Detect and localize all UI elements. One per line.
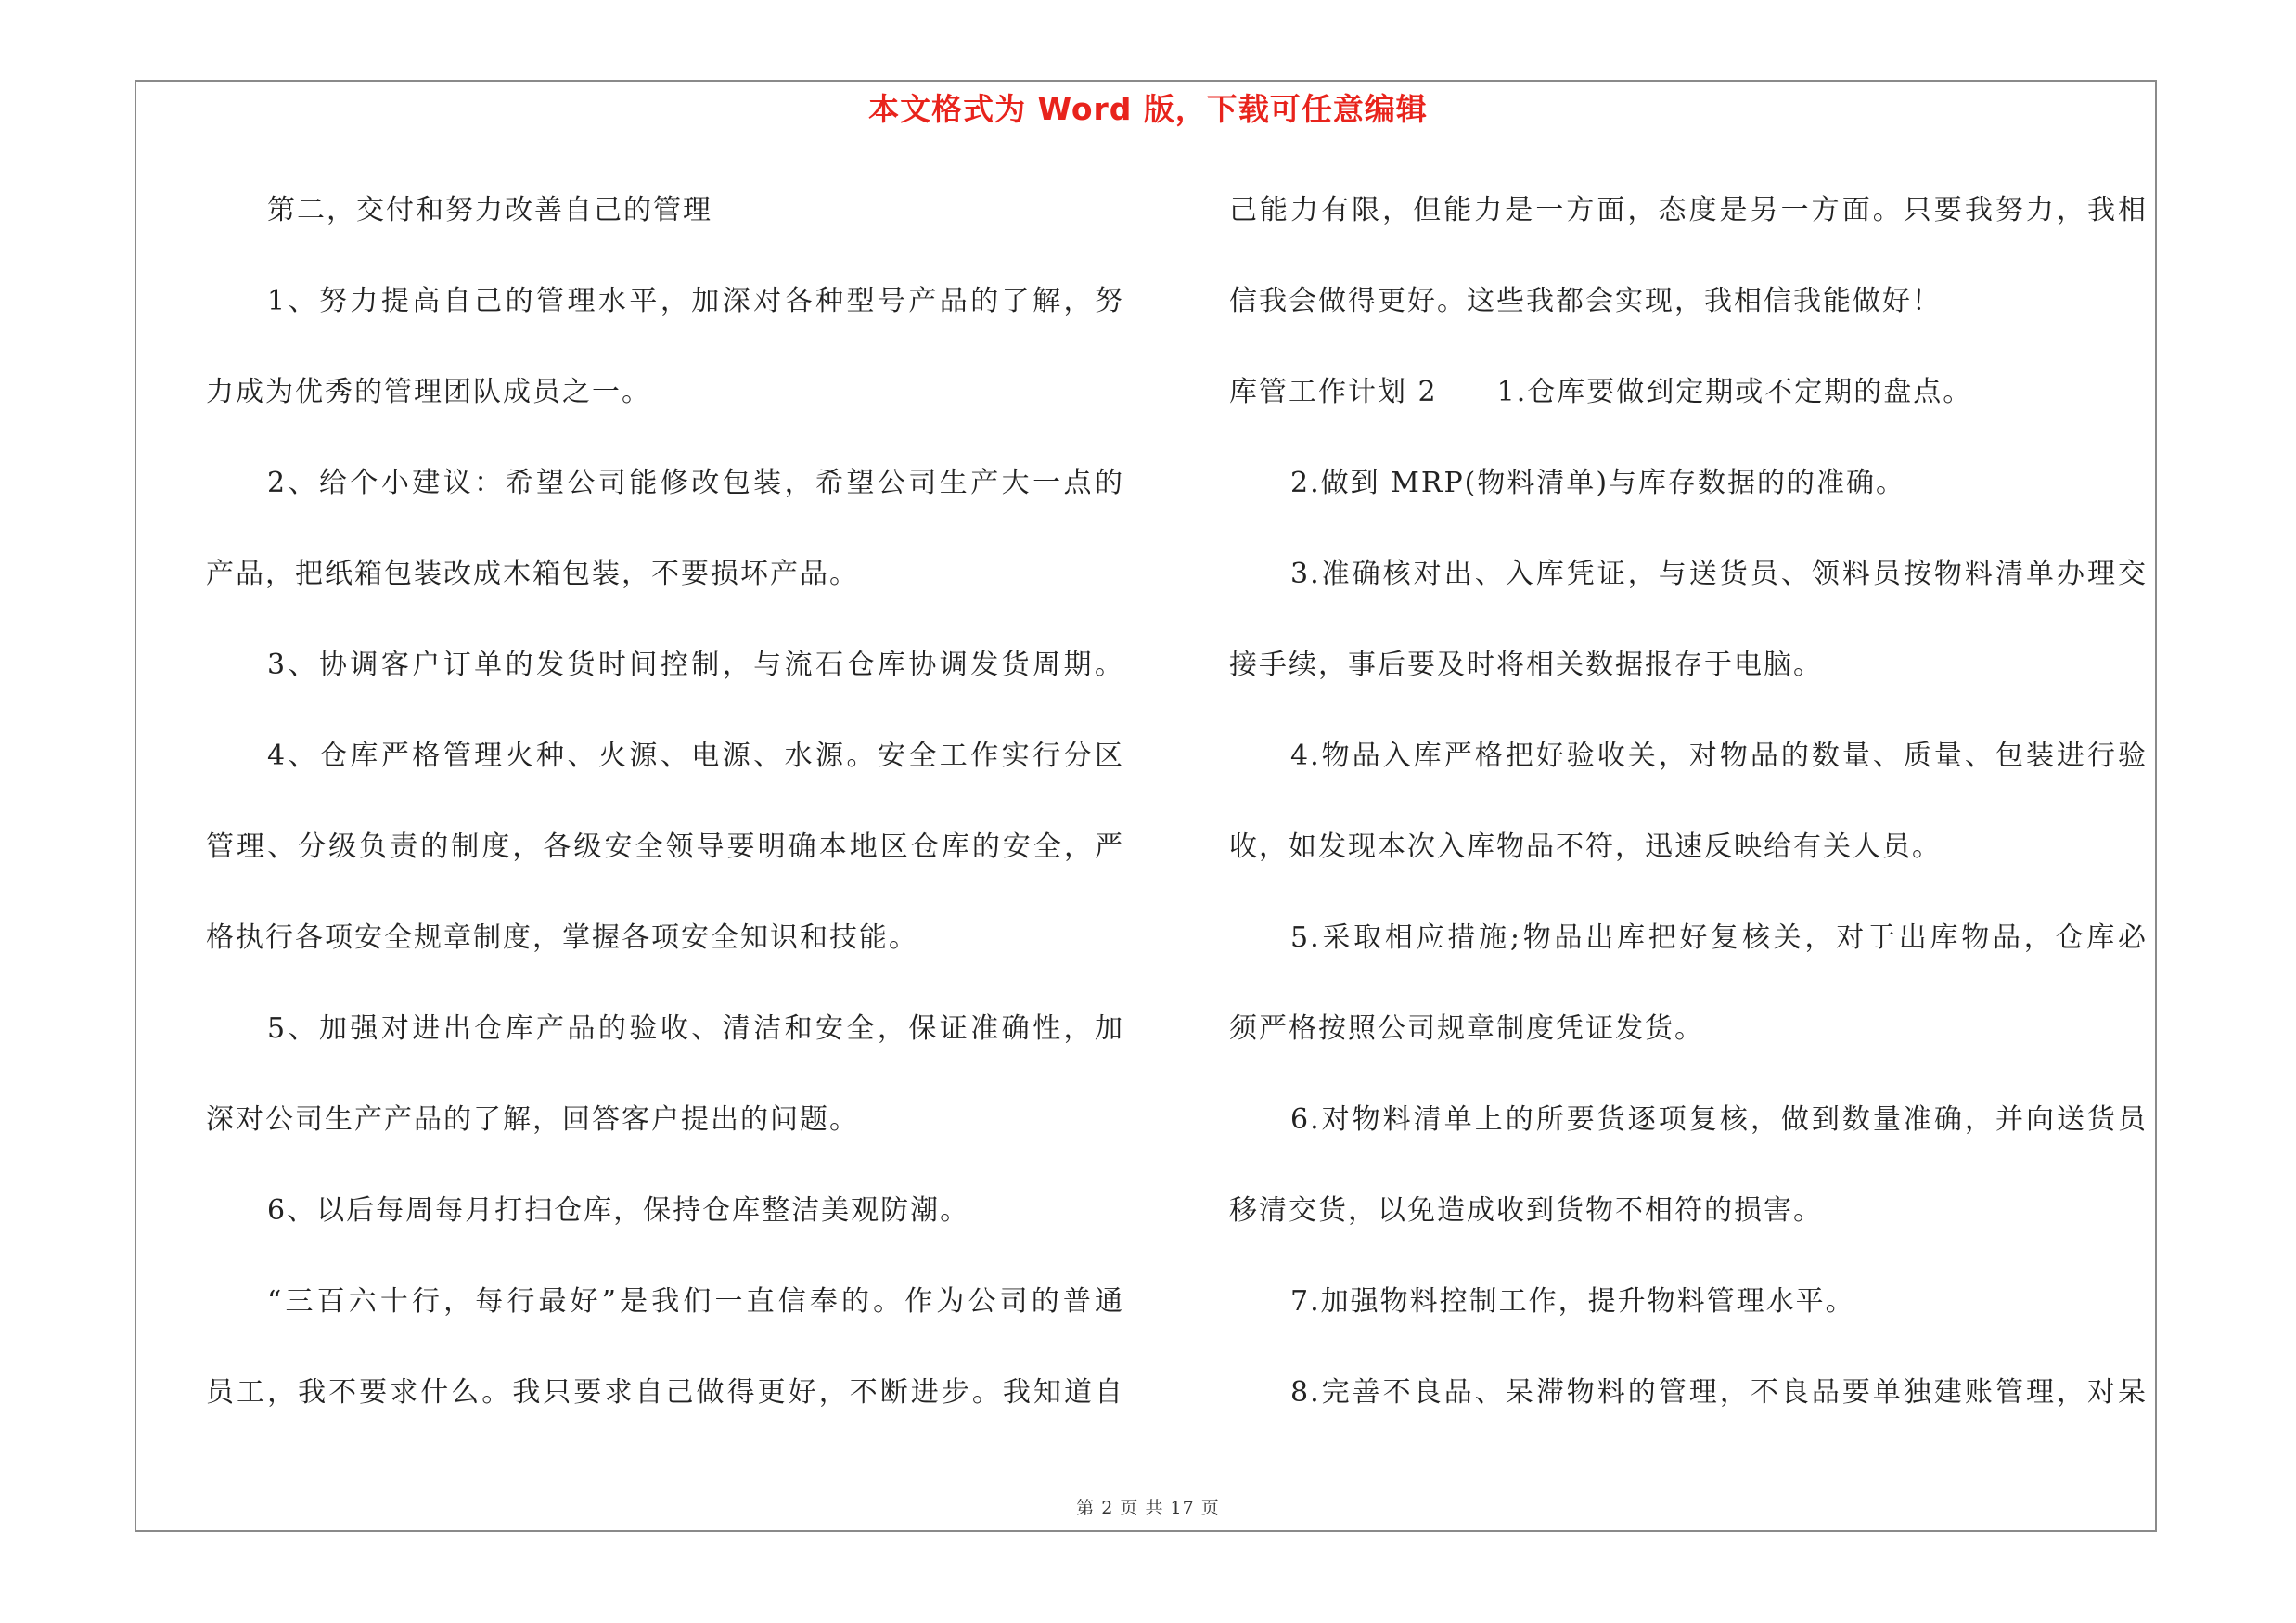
- text-line: 力成为优秀的管理团队成员之一。: [206, 376, 651, 408]
- text-line: 6、以后每周每月打扫仓库，保持仓库整洁美观防潮。: [267, 1194, 970, 1227]
- text-line: 收，如发现本次入库物品不符，迅速反映给有关人员。: [1229, 831, 1942, 863]
- text-line: 产品，把纸箱包装改成木箱包装，不要损坏产品。: [206, 558, 859, 590]
- text-line: 信我会做得更好。这些我都会实现，我相信我能做好！: [1229, 285, 1942, 317]
- text-line: 接手续，事后要及时将相关数据报存于电脑。: [1229, 649, 1823, 681]
- text-line: 格执行各项安全规章制度，掌握各项安全知识和技能。: [206, 921, 918, 954]
- text-line: 库管工作计划 2 1.仓库要做到定期或不定期的盘点。: [1229, 376, 1973, 408]
- text-line: 2.做到 MRP(物料清单)与库存数据的的准确。: [1290, 467, 1906, 499]
- word-format-banner: 本文格式为 Word 版，下载可任意编辑: [868, 91, 1428, 127]
- text-line: 管理、分级负责的制度，各级安全领导要明确本地区仓库的安全，严: [206, 831, 1124, 863]
- right-text-column: [1229, 183, 2148, 1456]
- text-line: 8.完善不良品、呆滞物料的管理，不良品要单独建账管理，对呆: [1290, 1376, 2148, 1409]
- page-number-footer: 第 2 页 共 17 页: [1076, 1498, 1220, 1518]
- text-line: “三百六十行，每行最好”是我们一直信奉的。作为公司的普通: [267, 1285, 1124, 1318]
- text-line: 3.准确核对出、入库凭证，与送货员、领料员按物料清单办理交: [1290, 558, 2148, 590]
- text-line: 深对公司生产产品的了解，回答客户提出的问题。: [206, 1103, 859, 1136]
- text-line: 2、给个小建议：希望公司能修改包装，希望公司生产大一点的: [267, 467, 1124, 499]
- text-line: 5、加强对进出仓库产品的验收、清洁和安全，保证准确性，加: [267, 1012, 1124, 1045]
- text-line: 员工，我不要求什么。我只要求自己做得更好，不断进步。我知道自: [206, 1376, 1124, 1409]
- text-line: 6.对物料清单上的所要货逐项复核，做到数量准确，并向送货员: [1290, 1103, 2148, 1136]
- text-line: 1、努力提高自己的管理水平，加深对各种型号产品的了解，努: [267, 285, 1124, 317]
- text-line: 5.采取相应措施;物品出库把好复核关，对于出库物品，仓库必: [1290, 921, 2148, 954]
- text-line: 己能力有限，但能力是一方面，态度是另一方面。只要我努力，我相: [1229, 194, 2148, 226]
- text-line: 第二，交付和努力改善自己的管理: [267, 194, 712, 226]
- text-line: 4.物品入库严格把好验收关，对物品的数量、质量、包装进行验: [1290, 740, 2148, 772]
- text-line: 移清交货，以免造成收到货物不相符的损害。: [1229, 1194, 1823, 1227]
- text-line: 4、仓库严格管理火种、火源、电源、水源。安全工作实行分区: [267, 740, 1124, 772]
- text-line: 须严格按照公司规章制度凭证发货。: [1229, 1012, 1704, 1045]
- text-line: 3、协调客户订单的发货时间控制，与流石仓库协调发货周期。: [267, 649, 1124, 681]
- left-text-column: [206, 183, 1124, 1456]
- text-line: 7.加强物料控制工作，提升物料管理水平。: [1290, 1285, 1855, 1318]
